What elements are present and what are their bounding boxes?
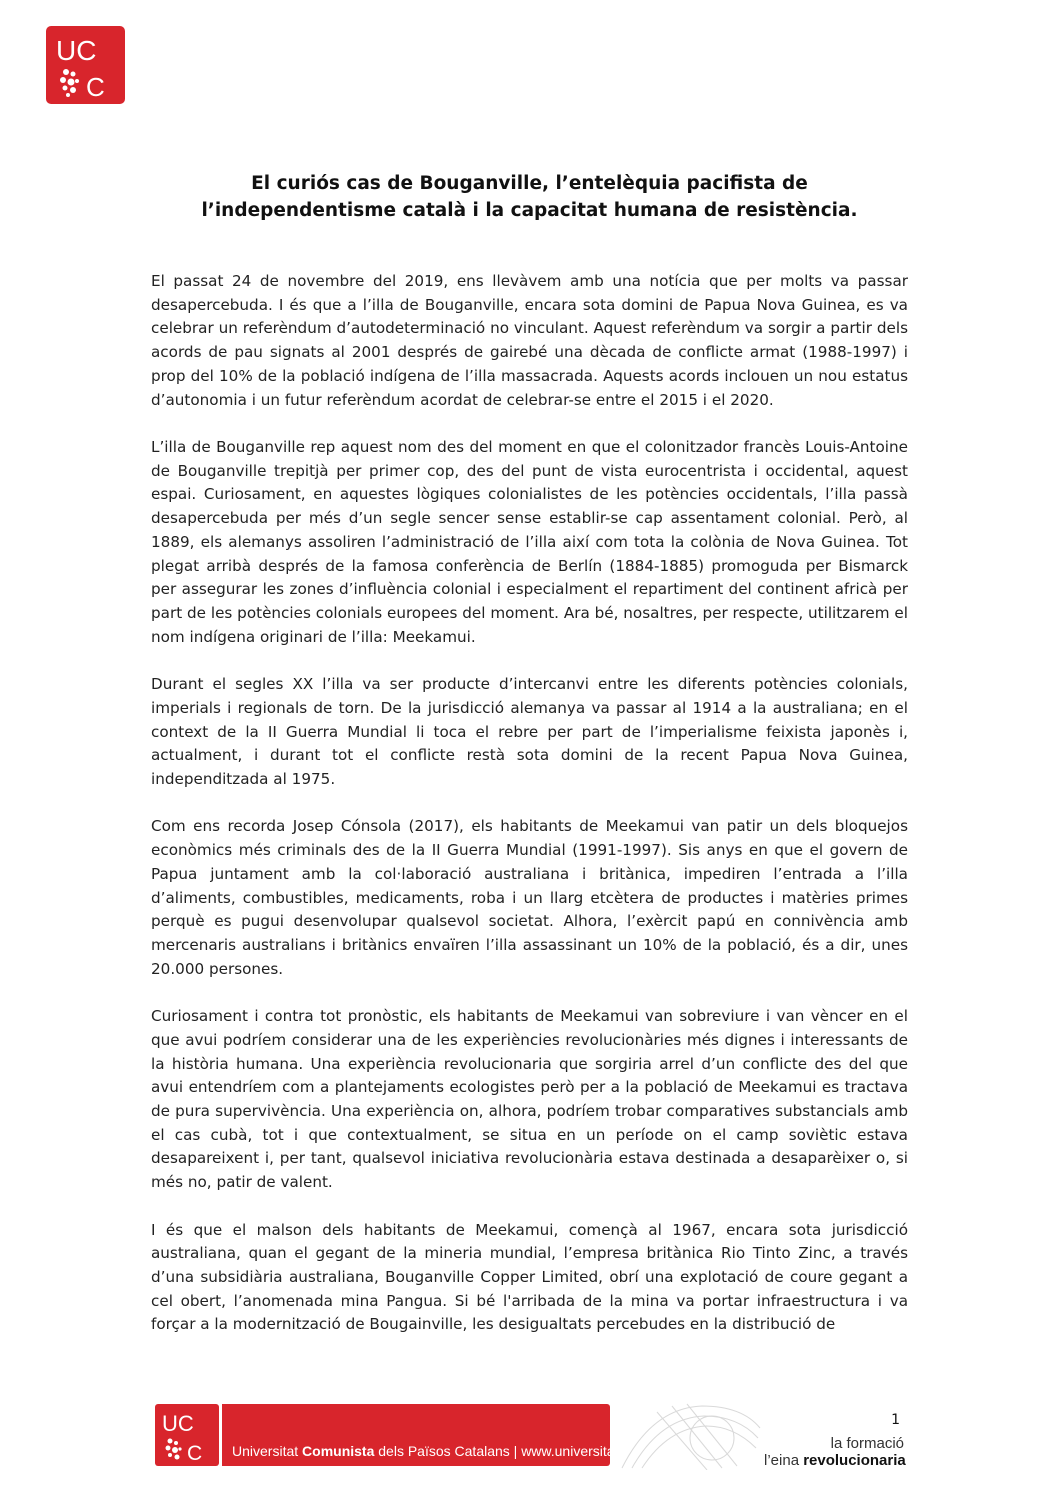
paragraph-1: El passat 24 de novembre del 2019, ens llevàvem amb una notícia que per molts va passar desapercebuda. I és que a l’illa de Bouganville, encara sota domini de Papua Nova Guinea, es va celebrar un referèndum d’autodeterminació no vinculant. Aquest referèndum va sorgir a partir dels acords de pau signats al 2001 després de gairebé una dècada de conflicte armat (1988-1997) i prop del 10% de la població indígena de l’illa massacrada. Aquests acords inclouen un nou estatus d’autonomia i un futur referèndum acordat de celebrar-se entre el 2015 i el 2020. bbox=[151, 272, 908, 409]
footer-ucpc-logo-icon bbox=[155, 1404, 219, 1466]
footer-tagline-light: eina bbox=[770, 1452, 804, 1469]
footer-tagline-line-2 bbox=[764, 1452, 904, 1469]
logo-star-cluster bbox=[60, 69, 79, 97]
footer-tagline-line-1: la formació bbox=[830, 1435, 904, 1452]
title-line-2: l’independentisme català i la capacitat humana de resistència. bbox=[201, 200, 858, 221]
footer-watermark-graphic bbox=[612, 1398, 762, 1470]
footer-banner-bold: Comunista bbox=[302, 1443, 375, 1459]
footer-logo-graphic bbox=[155, 1404, 219, 1466]
paragraph-6: I és que el malson dels habitants de Meekamui, començà al 1967, encara sota jurisdicció australiana, quan el gegant de la mineria mundial, l’empresa britànica Rio Tinto Zinc, a través d’una subsidiària australiana, Bouganville Copper Limited, obrí una explotació de coure gegant a cel obert, l’anomenada mina Pangua. Si bé l'arribada de la mina va portar infraestructura i va forçar a la modernització de Bougainville, les desigualtats percebudes en la distribució de bbox=[151, 1220, 908, 1334]
footer-tagline-bold: revolucionaria bbox=[803, 1452, 906, 1469]
ucpc-logo-graphic bbox=[46, 26, 125, 104]
footer-banner-suffix: dels Països Catalans | www.universitat.cat bbox=[374, 1443, 642, 1459]
paragraph-3: Durant el segles XX l’illa va ser producte d’intercanvi entre les diferents potències colonials, imperials i regionals de torn. De la jurisdicció alemanya va passar al 1914 a la australiana; en el context de la II Guerra Mundial li toca el rebre per part de l’imperialisme feixista japonès i, actualment, i durant tot el conflicte restà sota domini de la recent Papua Nova Guinea, independitzada al 1975. bbox=[151, 675, 908, 788]
logo-letters-bottom: C bbox=[86, 72, 105, 102]
footer-logo-letters-bottom: C bbox=[187, 1442, 203, 1465]
page-number: 1 bbox=[891, 1412, 900, 1428]
paragraph-4: Com ens recorda Josep Cónsola (2017), els habitants de Meekamui van patir un dels bloquejos econòmics més criminals des de la II Guerra Mundial (1991-1997). Sis anys en que el govern de Papua juntament amb la col·laboració australiana i britànica, impediren l’entrada a l’illa d’aliments, combustibles, medicaments, roba i un llarg etcètera de productes i matèries primes perquè es pugui desenvolupar qualsevol societat. Alhora, l’exèrcit papú en connivència amb mercenaris australians i britànics envaïren l’illa assassinant un 10% de la població, és a dir, unes 20.000 persones. bbox=[151, 817, 908, 978]
footer-tagline-prefix: l’ bbox=[764, 1452, 771, 1469]
ucpc-logo-icon bbox=[46, 26, 125, 104]
paragraph-2: L’illa de Bouganville rep aquest nom des del moment en que el colonitzador francès Louis-Antoine de Bouganville trepitjà per primer cop, des del punt de vista eurocentrista i occidental, aquest espai. Curiosament, en aquestes lògiques colonialistes de les potències occidentals, l’illa passà desapercebuda per més d’un segle sencer sense establir-se cap assentament colonial. Però, al 1889, els alemanys assoliren l’administració de l’illa així com tota la colònia de Nova Guinea. Tot plegat arribà després de la famosa conferència de Berlín (1884-1885) promoguda per Bismarck per assegurar les zones d’influència colonial i especialment el repartiment del continent africà per part de les potències colonials europees del moment. Ara bé, nosaltres, per respecte, utilitzarem el nom indígena originari de l’illa: Meekamui. bbox=[151, 438, 908, 646]
footer-banner-prefix: Universitat bbox=[232, 1443, 303, 1459]
document-title bbox=[151, 170, 908, 224]
paragraph-5: Curiosament i contra tot pronòstic, els habitants de Meekamui van sobreviure i van vèncer en el que avui podríem considerar una de les experiències revolucionàries més dignes i interessants de la història humana. Una experiència revolucionaria que sorgiria arrel d’un conflicte des del que avui entendríem com a plantejaments ecologistes però per a la població de Meekamui es tractava de pura supervivència. Una experiència on, alhora, podríem trobar comparatives substancials amb el cas cubà, tot i que contextualment, se situa en un període on el camp soviètic estava desapareixent i, per tant, qualsevol iniciativa revolucionària estava destinada a desaparèixer o, si més no, patir de valent. bbox=[151, 1007, 908, 1192]
footer-logo-letters-top: UC bbox=[162, 1411, 194, 1436]
title-line-1: El curiós cas de Bouganville, l’entelèquia pacifista de bbox=[251, 173, 808, 194]
document-body bbox=[151, 270, 908, 1361]
footer-logo-star-cluster bbox=[166, 1439, 182, 1460]
footer-banner-text bbox=[232, 1443, 641, 1459]
logo-letters-top: UC bbox=[56, 35, 97, 66]
footer-tagline bbox=[764, 1435, 904, 1469]
footer-banner bbox=[222, 1404, 642, 1466]
